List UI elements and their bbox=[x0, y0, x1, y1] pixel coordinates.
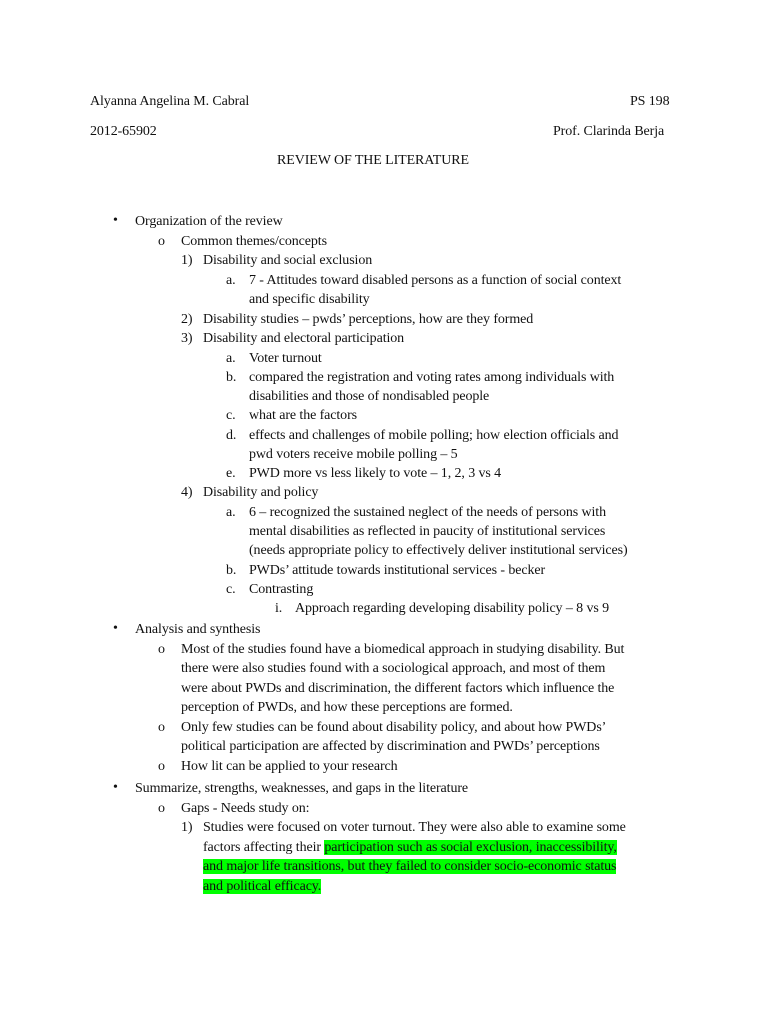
theme-3-e: PWD more vs less likely to vote – 1, 2, 3 vs 4 bbox=[249, 466, 502, 481]
sub-bullet-common-themes: o bbox=[158, 234, 165, 249]
sub-bullet: o bbox=[158, 759, 165, 774]
number-4: 4) bbox=[181, 485, 193, 500]
letter-c: c. bbox=[226, 408, 236, 423]
gap-1-line2-highlight: participation such as social exclusion, inaccessibility, bbox=[324, 840, 617, 855]
theme-4-a-line3: (needs appropriate policy to effectively deliver institutional services) bbox=[249, 543, 628, 558]
section-analysis: Analysis and synthesis bbox=[135, 622, 261, 637]
analysis-p1-line4: perception of PWDs, and how these perceptions are formed. bbox=[181, 700, 513, 715]
letter-e: e. bbox=[226, 466, 236, 481]
letter-c: c. bbox=[226, 582, 236, 597]
gap-1-line4-highlight: and political efficacy. bbox=[203, 879, 322, 894]
gap-1-line1: Studies were focused on voter turnout. They were also able to examine some bbox=[203, 820, 626, 835]
sub-bullet-gaps: o bbox=[158, 801, 165, 816]
gaps-label: Gaps - Needs study on: bbox=[181, 801, 310, 816]
course-code: PS 198 bbox=[630, 94, 670, 109]
theme-1-a-line2: and specific disability bbox=[249, 292, 370, 307]
theme-3-d-line1: effects and challenges of mobile polling; how election officials and bbox=[249, 428, 619, 443]
section-summary: Summarize, strengths, weaknesses, and gaps in the literature bbox=[135, 781, 469, 796]
theme-3-c: what are the factors bbox=[249, 408, 357, 423]
analysis-p3: How lit can be applied to your research bbox=[181, 759, 398, 774]
theme-3-b-line2: disabilities and those of nondisabled people bbox=[249, 389, 490, 404]
gap-1-line4 bbox=[203, 877, 321, 896]
theme-4-label: Disability and policy bbox=[203, 485, 319, 500]
theme-1-label: Disability and social exclusion bbox=[203, 253, 373, 268]
theme-3-d-line2: pwd voters receive mobile polling – 5 bbox=[249, 447, 458, 462]
number-1: 1) bbox=[181, 253, 193, 268]
number-3: 3) bbox=[181, 331, 193, 346]
section-organization: Organization of the review bbox=[135, 214, 283, 229]
theme-4-c-i: Approach regarding developing disability policy – 8 vs 9 bbox=[295, 601, 610, 616]
theme-4-a-line2: mental disabilities as reflected in paucity of institutional services bbox=[249, 524, 606, 539]
analysis-p2-line2: political participation are affected by discrimination and PWDs’ perceptions bbox=[181, 739, 600, 754]
gap-1-line3 bbox=[203, 857, 616, 876]
number-1: 1) bbox=[181, 820, 193, 835]
theme-3-label: Disability and electoral participation bbox=[203, 331, 405, 346]
theme-4-a-line1: 6 – recognized the sustained neglect of the needs of persons with bbox=[249, 505, 607, 520]
gap-1-line3-highlight: and major life transitions, but they failed to consider socio-economic status bbox=[203, 859, 617, 874]
sub-bullet: o bbox=[158, 720, 165, 735]
student-number: 2012-65902 bbox=[90, 124, 157, 139]
theme-4-c: Contrasting bbox=[249, 582, 314, 597]
bullet-summary: • bbox=[113, 780, 118, 795]
letter-b: b. bbox=[226, 563, 237, 578]
theme-1-a-line1: 7 - Attitudes toward disabled persons as a function of social context bbox=[249, 273, 622, 288]
bullet-organization: • bbox=[113, 213, 118, 228]
letter-a: a. bbox=[226, 273, 236, 288]
student-name: Alyanna Angelina M. Cabral bbox=[90, 94, 250, 109]
document-title: REVIEW OF THE LITERATURE bbox=[277, 153, 469, 168]
analysis-p2-line1: Only few studies can be found about disability policy, and about how PWDs’ bbox=[181, 720, 607, 735]
common-themes: Common themes/concepts bbox=[181, 234, 327, 249]
theme-3-a: Voter turnout bbox=[249, 351, 322, 366]
theme-2-label: Disability studies – pwds’ perceptions, how are they formed bbox=[203, 312, 534, 327]
letter-a: a. bbox=[226, 505, 236, 520]
analysis-p1-line1: Most of the studies found have a biomedical approach in studying disability. But bbox=[181, 642, 625, 657]
gap-1-line2-plain: factors affecting their bbox=[203, 840, 325, 855]
letter-b: b. bbox=[226, 370, 237, 385]
gap-1-line2 bbox=[203, 838, 617, 857]
professor-name: Prof. Clarinda Berja bbox=[553, 124, 665, 139]
theme-3-b-line1: compared the registration and voting rates among individuals with bbox=[249, 370, 615, 385]
bullet-analysis: • bbox=[113, 621, 118, 636]
number-2: 2) bbox=[181, 312, 193, 327]
analysis-p1-line3: were about PWDs and discrimination, the different factors which influence the bbox=[181, 681, 615, 696]
roman-i: i. bbox=[275, 601, 283, 616]
theme-4-b: PWDs’ attitude towards institutional services - becker bbox=[249, 563, 546, 578]
letter-a: a. bbox=[226, 351, 236, 366]
letter-d: d. bbox=[226, 428, 237, 443]
analysis-p1-line2: there were also studies found with a sociological approach, and most of them bbox=[181, 661, 606, 676]
sub-bullet: o bbox=[158, 642, 165, 657]
